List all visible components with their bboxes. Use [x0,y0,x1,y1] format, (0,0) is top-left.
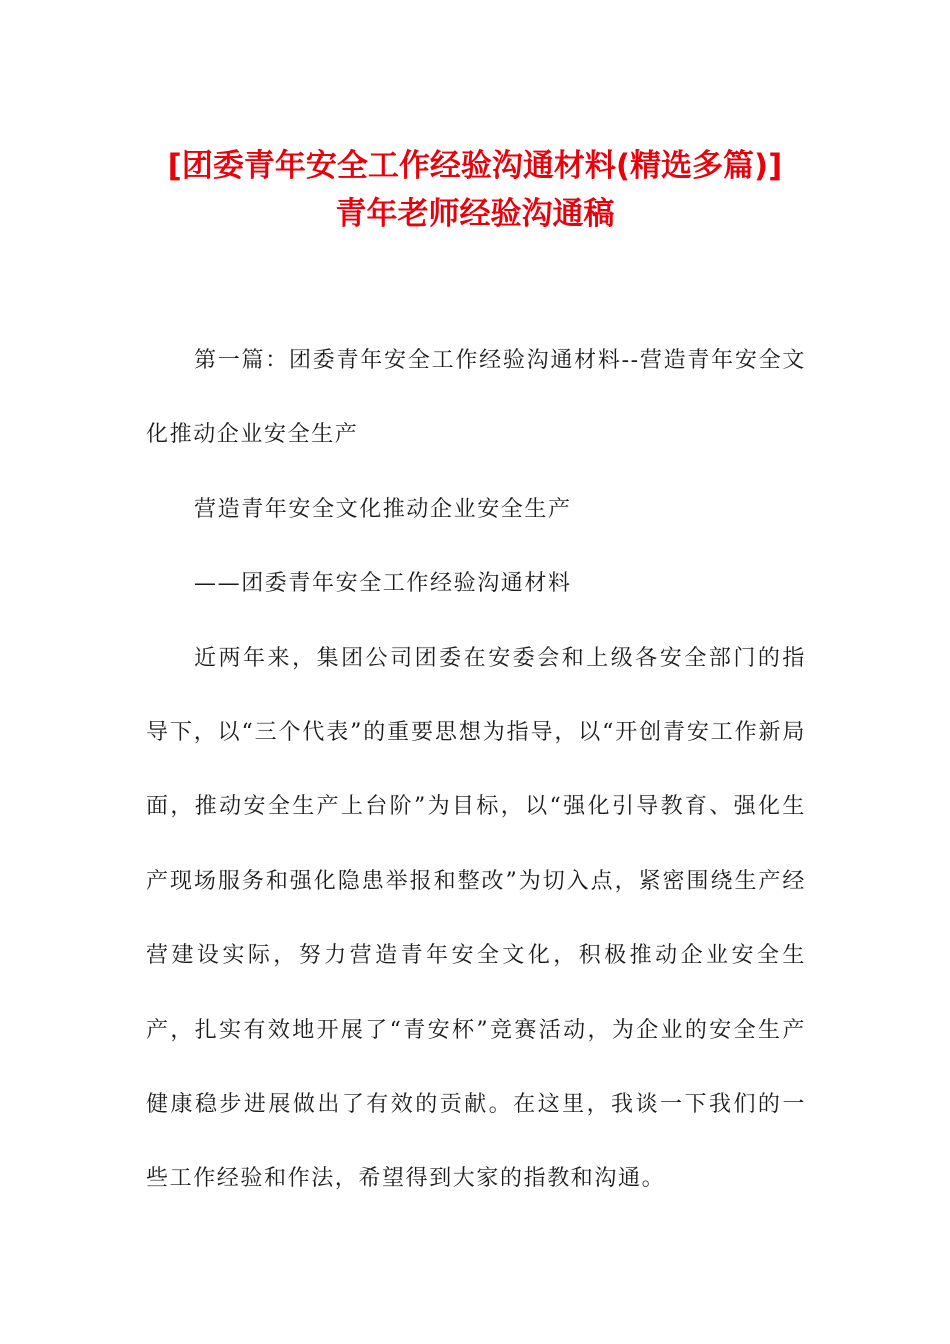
document-body [146,324,806,1217]
paragraph-body: 近两年来，集团公司团委在安委会和上级各安全部门的指导下，以“三个代表”的重要思想为指导，以“开创青安工作新局面，推动安全生产上台阶”为目标，以“强化引导教育、强化生产现场服务和强化隐患举报和整改”为切入点，紧密围绕生产经营建设实际，努力营造青年安全文化，积极推动企业安全生产，扎实有效地开展了“青安杯”竞赛活动，为企业的安全生产健康稳步进展做出了有效的贡献。在这里，我谈一下我们的一些工作经验和作法，希望得到大家的指教和沟通。 [146,645,806,1192]
document-title [100,142,850,238]
title-line-1: [团委青年安全工作经验沟通材料(精选多篇)] [167,148,783,184]
paragraph-section-heading: 第一篇：团委青年安全工作经验沟通材料--营造青年安全文化推动企业安全生产 [146,348,806,448]
paragraph-subtitle: 营造青年安全文化推动企业安全生产 [194,496,572,522]
paragraph-subtitle-dash: ——团委青年安全工作经验沟通材料 [194,571,572,597]
title-line-2: 青年老师经验沟通稿 [335,196,615,232]
